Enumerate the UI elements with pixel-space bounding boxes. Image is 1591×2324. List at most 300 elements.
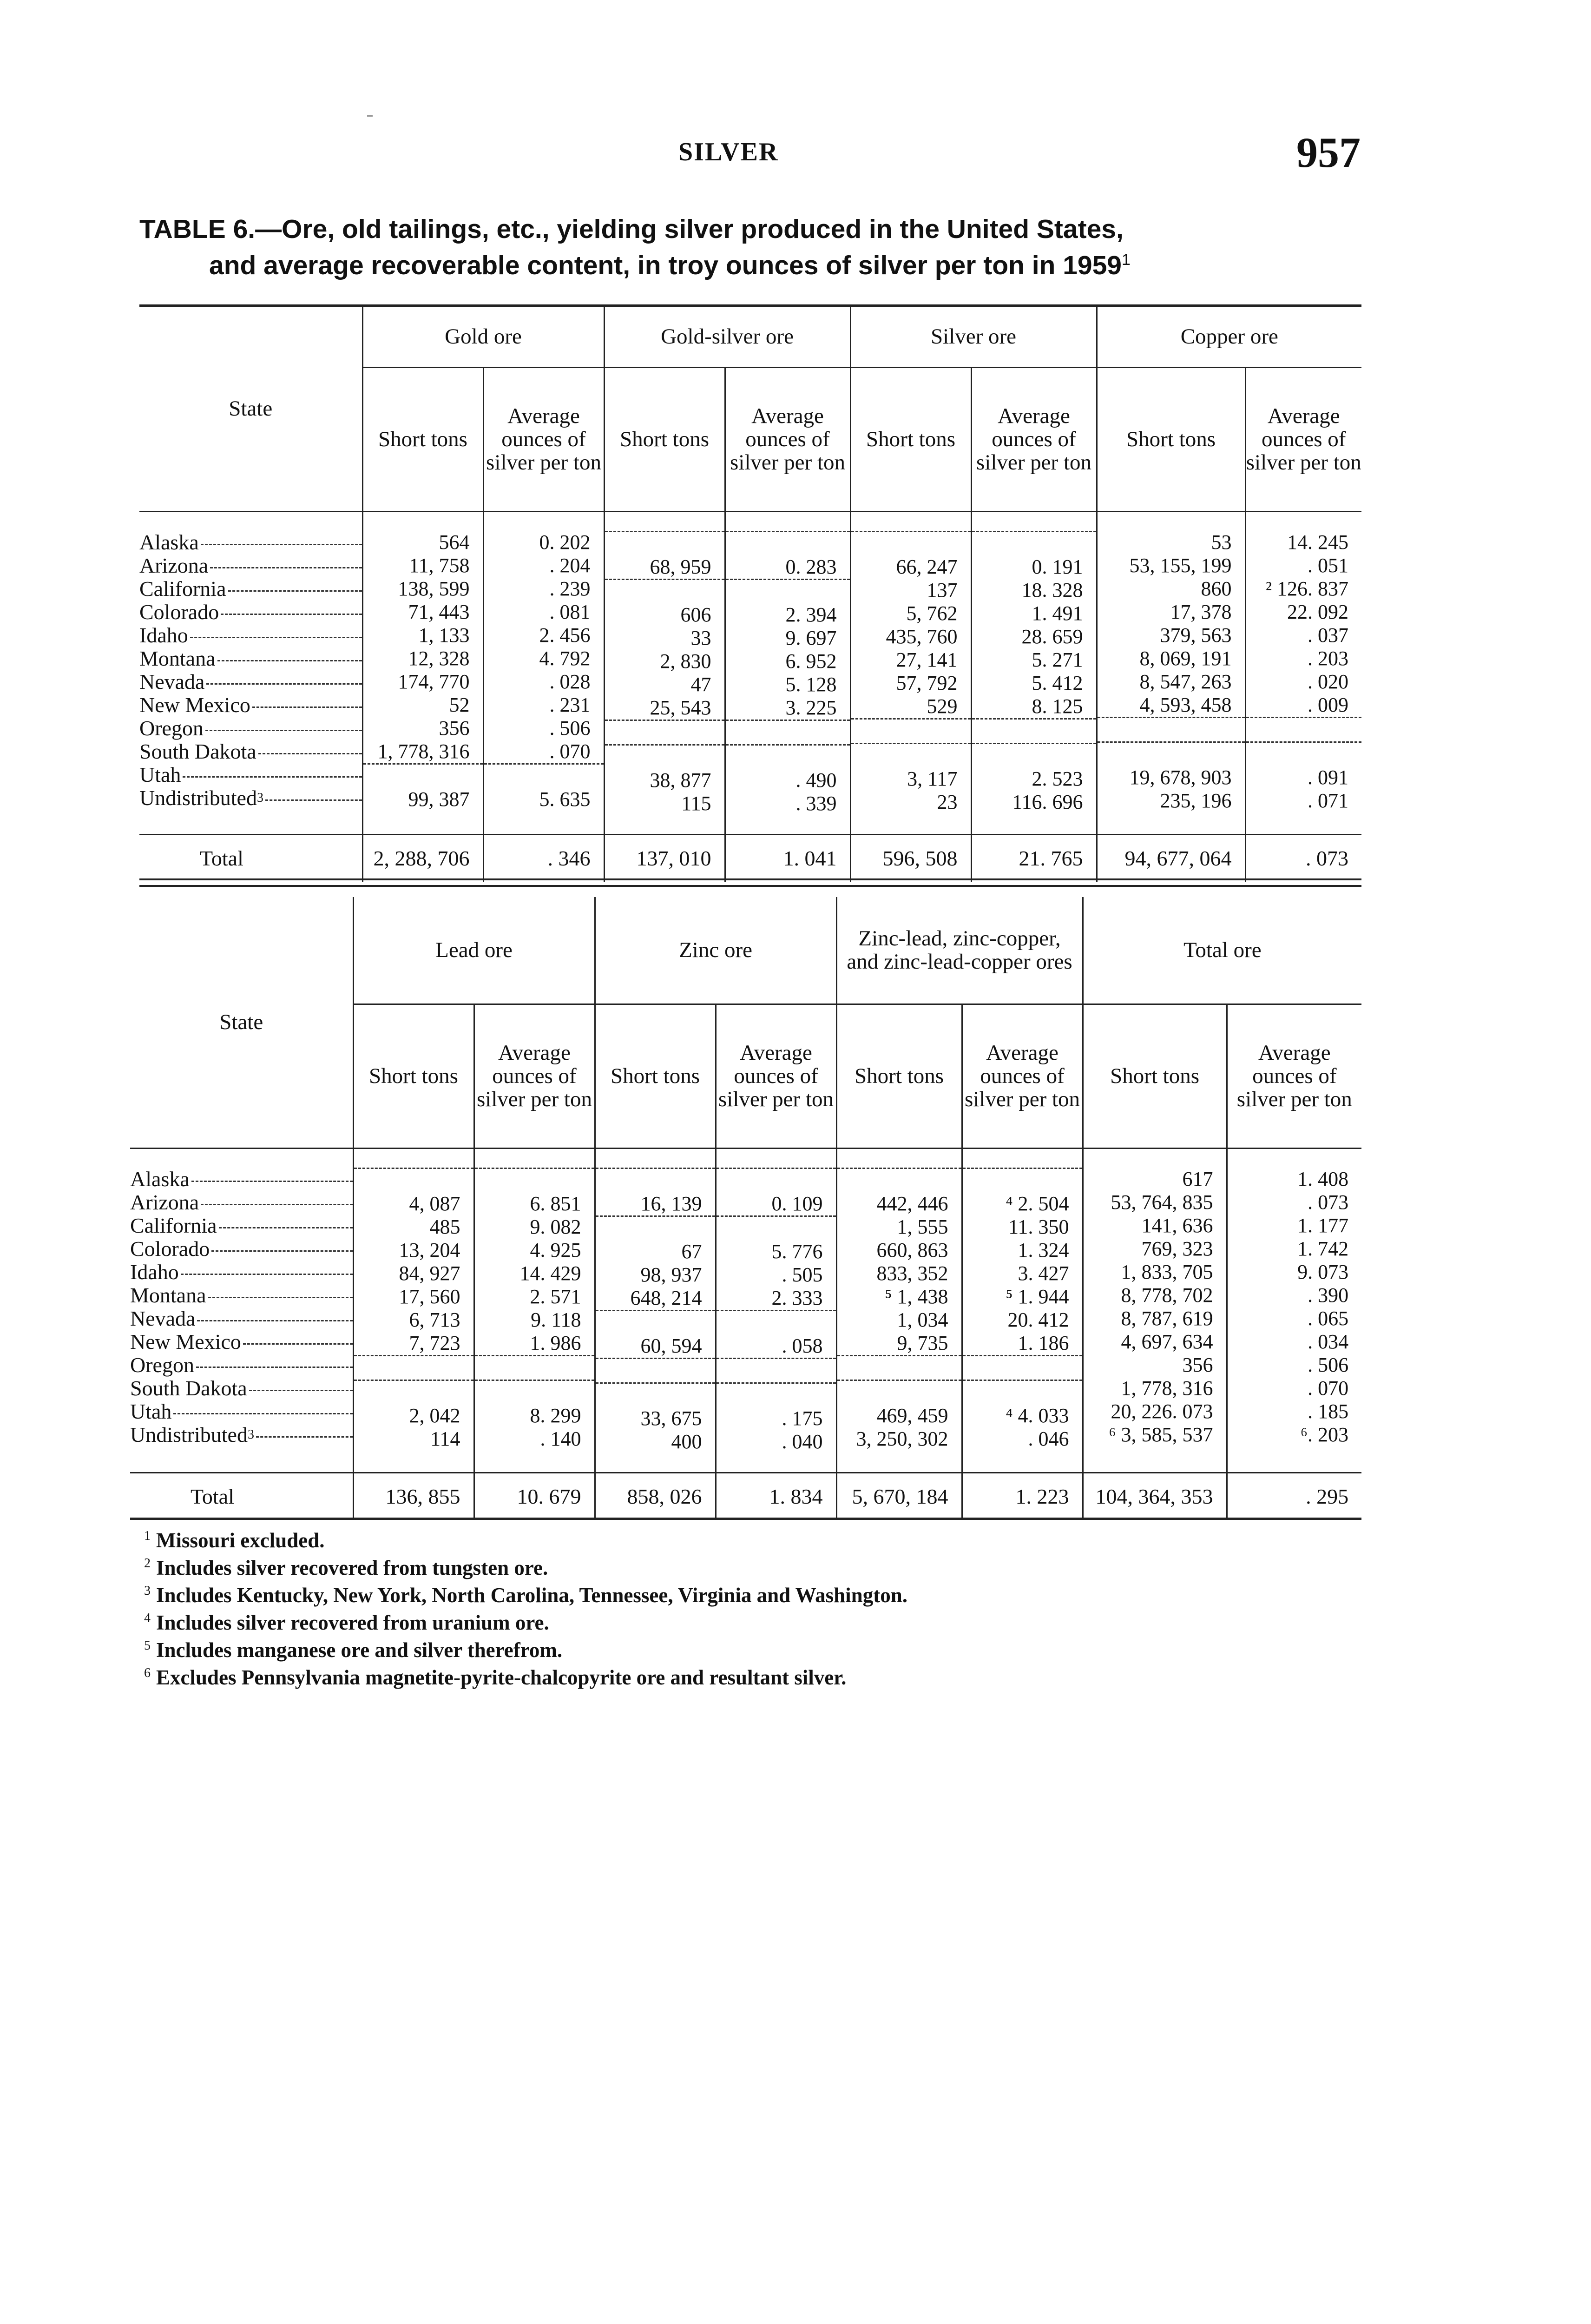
table-cell: 52 bbox=[449, 693, 470, 716]
table-cell: 8, 787, 619 bbox=[1121, 1307, 1213, 1330]
data-column bbox=[716, 1148, 836, 1472]
table-cell: 379, 563 bbox=[1160, 623, 1232, 647]
table-cell: 5. 776 bbox=[771, 1240, 823, 1263]
table-cell: 18. 328 bbox=[1021, 578, 1083, 601]
table-cell bbox=[717, 1310, 836, 1334]
table-cell: 67 bbox=[681, 1240, 702, 1263]
table-cell: 1. 324 bbox=[1018, 1238, 1069, 1261]
data-body bbox=[130, 1148, 1361, 1472]
table-cell: 5. 635 bbox=[539, 787, 591, 811]
table-cell bbox=[1098, 717, 1245, 741]
table-cell: 8, 069, 191 bbox=[1139, 647, 1232, 670]
table-cell: 38, 877 bbox=[650, 768, 711, 792]
short-tons-header: Short tons bbox=[362, 367, 483, 511]
data-column bbox=[971, 511, 1097, 834]
data-column bbox=[595, 1148, 716, 1472]
state-name: Arizona bbox=[139, 554, 362, 577]
table-cell: 174, 770 bbox=[398, 670, 470, 693]
table-cell bbox=[717, 1168, 836, 1192]
table-cell: 485 bbox=[429, 1215, 460, 1238]
table-cell: 529 bbox=[927, 694, 958, 718]
state-name: South Dakota bbox=[139, 740, 362, 763]
table-cell bbox=[726, 720, 850, 744]
table-cell: 60, 594 bbox=[640, 1334, 702, 1357]
state-name: Colorado bbox=[139, 601, 362, 624]
table-cell: . 073 bbox=[1308, 1190, 1349, 1214]
table-cell: 99, 387 bbox=[408, 787, 470, 811]
table-cell: 564 bbox=[439, 530, 470, 554]
total-cell: 1. 223 bbox=[962, 1472, 1083, 1520]
table-cell: . 339 bbox=[796, 792, 837, 815]
table-cell: 33 bbox=[690, 626, 711, 649]
table-cell bbox=[972, 718, 1096, 743]
table-cell: 4. 792 bbox=[539, 647, 591, 670]
table-cell: 356 bbox=[439, 716, 470, 739]
table-cell: 648, 214 bbox=[630, 1286, 702, 1309]
table-cell bbox=[726, 531, 850, 555]
table-cell bbox=[605, 744, 724, 769]
total-cell: 596, 508 bbox=[850, 834, 971, 882]
table-cell bbox=[484, 763, 604, 788]
table-cell: 33, 675 bbox=[640, 1406, 702, 1430]
table-cell: 6, 713 bbox=[409, 1308, 460, 1331]
table-cell: . 506 bbox=[549, 716, 591, 739]
total-cell: 10. 679 bbox=[474, 1472, 595, 1520]
table-cell: . 034 bbox=[1308, 1330, 1349, 1353]
table-cell: . 070 bbox=[549, 739, 591, 763]
table-cell: 13, 204 bbox=[399, 1238, 460, 1261]
total-cell: 858, 026 bbox=[595, 1472, 716, 1520]
table-cell: 23 bbox=[937, 790, 958, 813]
table-cell bbox=[1246, 741, 1362, 766]
short-tons-header: Short tons bbox=[1083, 1004, 1227, 1148]
table-cell: 7, 723 bbox=[409, 1331, 460, 1354]
state-name: Undistributed 3 bbox=[139, 786, 362, 810]
state-name: Oregon bbox=[139, 717, 362, 740]
total-row bbox=[130, 1472, 1361, 1520]
footnote: $^2$ Includes silver recovered from tungsten ore. bbox=[144, 1556, 548, 1579]
table-cell: 5. 412 bbox=[1032, 671, 1083, 694]
data-column bbox=[962, 1148, 1083, 1472]
total-cell: 136, 855 bbox=[353, 1472, 474, 1520]
table-cell: . 239 bbox=[549, 577, 591, 600]
caption-footnote-ref: 1 bbox=[1122, 251, 1131, 269]
table-cell: 2. 333 bbox=[771, 1286, 823, 1309]
table-cell bbox=[726, 579, 850, 603]
table-cell: 53, 764, 835 bbox=[1111, 1190, 1213, 1214]
data-column bbox=[1083, 1148, 1227, 1472]
footnote: $^4$ Includes silver recovered from uranium ore. bbox=[144, 1611, 549, 1634]
table-cell: . 185 bbox=[1308, 1400, 1349, 1423]
table-cell: 68, 959 bbox=[650, 555, 711, 578]
state-name: New Mexico bbox=[139, 693, 362, 717]
short-tons-header: Short tons bbox=[353, 1004, 474, 1148]
table-cell: 235, 196 bbox=[1160, 789, 1232, 812]
total-cell: 104, 364, 353 bbox=[1083, 1472, 1227, 1520]
group-header: Zinc ore bbox=[595, 897, 836, 1004]
table-cell bbox=[354, 1168, 473, 1192]
table-cell: 2. 456 bbox=[539, 623, 591, 647]
table-cell: 8. 125 bbox=[1032, 694, 1083, 718]
data-column bbox=[474, 1148, 595, 1472]
table-cell: 1. 986 bbox=[530, 1331, 581, 1354]
table-cell: . 058 bbox=[782, 1334, 823, 1357]
data-column bbox=[1097, 511, 1245, 834]
state-name: New Mexico bbox=[130, 1330, 353, 1353]
table-2 bbox=[130, 897, 1361, 1520]
avg-ounces-header: Average ounces of silver per ton bbox=[725, 367, 850, 511]
table-cell: . 203 bbox=[1308, 647, 1349, 670]
table-cell: 0. 283 bbox=[785, 555, 837, 578]
table-cell: 2, 042 bbox=[409, 1404, 460, 1427]
table-cell: 617 bbox=[1182, 1167, 1213, 1190]
table-cell bbox=[851, 531, 971, 555]
table-cell bbox=[605, 531, 724, 555]
table-caption bbox=[139, 214, 1366, 281]
state-name: Idaho bbox=[130, 1261, 353, 1284]
table-cell: 20. 412 bbox=[1007, 1308, 1069, 1331]
table-cell: 137 bbox=[927, 578, 958, 601]
table-cell bbox=[1098, 741, 1245, 766]
table-1 bbox=[139, 307, 1361, 882]
table-cell: 12, 328 bbox=[408, 647, 470, 670]
table-cell: 4, 087 bbox=[409, 1192, 460, 1215]
table-cell bbox=[972, 531, 1096, 555]
table-cell: 141, 636 bbox=[1141, 1214, 1213, 1237]
table-cell: . 490 bbox=[796, 768, 837, 792]
total-label: Total bbox=[130, 1472, 353, 1520]
state-name-column bbox=[139, 511, 362, 834]
avg-ounces-header: Average ounces of silver per ton bbox=[962, 1004, 1083, 1148]
table-cell: 3. 427 bbox=[1018, 1261, 1069, 1285]
table-cell: . 051 bbox=[1308, 554, 1349, 577]
table-cell: 6. 851 bbox=[530, 1192, 581, 1215]
table-cell: . 081 bbox=[549, 600, 591, 623]
total-cell: . 073 bbox=[1245, 834, 1361, 882]
table-cell: 66, 247 bbox=[896, 555, 958, 578]
table-cell: 442, 446 bbox=[876, 1192, 948, 1215]
table-cell bbox=[963, 1355, 1082, 1380]
table-cell: 769, 323 bbox=[1141, 1237, 1213, 1260]
avg-ounces-header: Average ounces of silver per ton bbox=[716, 1004, 836, 1148]
data-column bbox=[1227, 1148, 1361, 1472]
table-cell bbox=[851, 718, 971, 743]
table-cell: 860 bbox=[1201, 577, 1232, 600]
footnotes bbox=[144, 1525, 1352, 1689]
table-cell: 53, 155, 199 bbox=[1129, 554, 1232, 577]
table-cell: 9. 082 bbox=[530, 1215, 581, 1238]
table-cell: ⁶. 203 bbox=[1300, 1423, 1349, 1446]
table-cell: 0. 202 bbox=[539, 530, 591, 554]
table-cell: 8, 547, 263 bbox=[1139, 670, 1232, 693]
total-cell: 2, 288, 706 bbox=[362, 834, 483, 882]
state-name: Alaska bbox=[139, 531, 362, 554]
state-name: Nevada bbox=[130, 1307, 353, 1330]
table-cell: 9. 073 bbox=[1297, 1260, 1349, 1283]
total-cell: . 295 bbox=[1227, 1472, 1361, 1520]
table-cell: 8, 778, 702 bbox=[1121, 1283, 1213, 1307]
data-column bbox=[1245, 511, 1361, 834]
table-cell: 0. 109 bbox=[771, 1192, 823, 1215]
table-cell bbox=[963, 1168, 1082, 1192]
table-cell: 116. 696 bbox=[1012, 790, 1083, 813]
table-cell: ⁴ 4. 033 bbox=[1006, 1404, 1069, 1427]
data-column bbox=[483, 511, 604, 834]
table-cell: ⁵ 1, 438 bbox=[885, 1285, 948, 1308]
table-cell: 1, 778, 316 bbox=[377, 739, 470, 763]
data-column bbox=[362, 511, 483, 834]
table-cell: 2, 830 bbox=[660, 649, 711, 673]
table-cell: . 009 bbox=[1308, 693, 1349, 716]
table-cell bbox=[972, 743, 1096, 767]
group-header: Copper ore bbox=[1097, 307, 1361, 367]
table-cell: ⁵ 1. 944 bbox=[1006, 1285, 1069, 1308]
table-cell: 1. 408 bbox=[1297, 1167, 1349, 1190]
table-cell bbox=[354, 1380, 473, 1404]
state-column-header: State bbox=[130, 897, 353, 1148]
table-cell: 28. 659 bbox=[1021, 625, 1083, 648]
data-column bbox=[850, 511, 971, 834]
table-cell: 1. 186 bbox=[1018, 1331, 1069, 1354]
table-cell: . 175 bbox=[782, 1406, 823, 1430]
table-cell: 469, 459 bbox=[876, 1404, 948, 1427]
state-name: Idaho bbox=[139, 624, 362, 647]
table-cell bbox=[596, 1215, 715, 1240]
total-cell: 5, 670, 184 bbox=[836, 1472, 962, 1520]
table-cell: ² 126. 837 bbox=[1265, 577, 1349, 600]
group-header: Gold ore bbox=[362, 307, 604, 367]
group-header: Gold-silver ore bbox=[604, 307, 850, 367]
table-cell: 14. 429 bbox=[519, 1261, 581, 1285]
table-cell: 19, 678, 903 bbox=[1129, 766, 1232, 789]
state-name: Utah bbox=[130, 1400, 353, 1423]
table-cell: 1, 034 bbox=[897, 1308, 948, 1331]
table-cell bbox=[837, 1380, 961, 1404]
table-cell bbox=[837, 1168, 961, 1192]
table-cell: . 091 bbox=[1308, 766, 1349, 789]
table-cell: . 071 bbox=[1308, 789, 1349, 812]
short-tons-header: Short tons bbox=[836, 1004, 962, 1148]
table-cell: 3, 250, 302 bbox=[856, 1427, 948, 1450]
table-cell bbox=[475, 1168, 594, 1192]
state-name: California bbox=[130, 1214, 353, 1237]
state-name: Nevada bbox=[139, 670, 362, 693]
table-cell: 1, 133 bbox=[418, 623, 470, 647]
table-cell: 5, 762 bbox=[906, 601, 958, 625]
state-name-column bbox=[130, 1148, 353, 1472]
table-cell: 115 bbox=[681, 792, 711, 815]
table-cell bbox=[851, 743, 971, 767]
total-cell: 137, 010 bbox=[604, 834, 725, 882]
group-header: Lead ore bbox=[353, 897, 595, 1004]
table-cell bbox=[717, 1382, 836, 1407]
table-cell: 22. 092 bbox=[1287, 600, 1349, 623]
state-name: Oregon bbox=[130, 1353, 353, 1377]
table-cell: 1, 778, 316 bbox=[1121, 1376, 1213, 1400]
table-cell: 606 bbox=[680, 603, 711, 626]
avg-ounces-header: Average ounces of silver per ton bbox=[971, 367, 1097, 511]
table-cell: . 070 bbox=[1308, 1376, 1349, 1400]
table-cell: 17, 560 bbox=[399, 1285, 460, 1308]
table-cell: 17, 378 bbox=[1170, 600, 1232, 623]
data-column bbox=[725, 511, 850, 834]
table-cell: . 390 bbox=[1308, 1283, 1349, 1307]
table-cell: 5. 128 bbox=[785, 673, 837, 696]
table-cell: . 028 bbox=[549, 670, 591, 693]
table-cell: 1. 491 bbox=[1032, 601, 1083, 625]
page-number: 957 bbox=[1296, 129, 1361, 176]
table-cell: 435, 760 bbox=[886, 625, 958, 648]
group-header: Zinc-lead, zinc-copper, and zinc-lead-copper ores bbox=[836, 897, 1083, 1004]
state-name: Montana bbox=[130, 1284, 353, 1307]
table-cell: 1. 742 bbox=[1297, 1237, 1349, 1260]
table-cell: 2. 571 bbox=[530, 1285, 581, 1308]
table-cell bbox=[596, 1310, 715, 1334]
table-cell bbox=[596, 1382, 715, 1407]
avg-ounces-header: Average ounces of silver per ton bbox=[1227, 1004, 1361, 1148]
table-cell: 4, 697, 634 bbox=[1121, 1330, 1213, 1353]
avg-ounces-header: Average ounces of silver per ton bbox=[474, 1004, 595, 1148]
table-cell: 84, 927 bbox=[399, 1261, 460, 1285]
table-cell bbox=[475, 1355, 594, 1380]
table-cell: 98, 937 bbox=[640, 1263, 702, 1286]
table2-bottom-rule bbox=[130, 1518, 1361, 1520]
table-cell: 4, 593, 458 bbox=[1139, 693, 1232, 716]
table-cell: 138, 599 bbox=[398, 577, 470, 600]
table-cell: 2. 394 bbox=[785, 603, 837, 626]
table-cell: 1, 833, 705 bbox=[1121, 1260, 1213, 1283]
short-tons-header: Short tons bbox=[595, 1004, 716, 1148]
state-name: Montana bbox=[139, 647, 362, 670]
table-cell: . 204 bbox=[549, 554, 591, 577]
table-cell bbox=[1246, 717, 1362, 741]
table-cell: 833, 352 bbox=[876, 1261, 948, 1285]
table-cell: 8. 299 bbox=[530, 1404, 581, 1427]
table-cell: . 231 bbox=[549, 693, 591, 716]
state-name: South Dakota bbox=[130, 1377, 353, 1400]
caption-line-2: and average recoverable content, in troy ounces of silver per ton in 1959$^1$ bbox=[209, 251, 1131, 280]
table-cell: 400 bbox=[671, 1430, 702, 1453]
table-cell: 9. 697 bbox=[785, 626, 837, 649]
table-cell: . 037 bbox=[1308, 623, 1349, 647]
data-column bbox=[353, 1148, 474, 1472]
table-cell: 660, 863 bbox=[876, 1238, 948, 1261]
table-cell bbox=[596, 1168, 715, 1192]
table-cell: 20, 226. 073 bbox=[1111, 1400, 1213, 1423]
short-tons-header: Short tons bbox=[850, 367, 971, 511]
table-cell: . 505 bbox=[782, 1263, 823, 1286]
state-name: Alaska bbox=[130, 1168, 353, 1191]
footnote: $^5$ Includes manganese ore and silver therefrom. bbox=[144, 1638, 563, 1662]
table-cell bbox=[363, 763, 483, 788]
table-cell bbox=[354, 1355, 473, 1380]
total-cell: . 346 bbox=[483, 834, 604, 882]
total-cell: 1. 041 bbox=[725, 834, 850, 882]
table-cell: 27, 141 bbox=[896, 648, 958, 671]
table-cell: 3. 225 bbox=[785, 696, 837, 719]
table-cell bbox=[837, 1355, 961, 1380]
state-column-header: State bbox=[139, 307, 362, 511]
table-cell bbox=[717, 1215, 836, 1240]
table-cell: 53 bbox=[1211, 530, 1232, 554]
data-body bbox=[139, 511, 1361, 834]
state-name: California bbox=[139, 577, 362, 601]
table-cell: . 040 bbox=[782, 1430, 823, 1453]
footnote: $^6$ Excludes Pennsylvania magnetite-pyrite-chalcopyrite ore and resultant silver. bbox=[144, 1666, 847, 1689]
table-cell: 9. 118 bbox=[531, 1308, 581, 1331]
table-cell: 3, 117 bbox=[907, 767, 958, 790]
table-cell: 14. 245 bbox=[1287, 530, 1349, 554]
table-cell: 4. 925 bbox=[530, 1238, 581, 1261]
table-cell bbox=[475, 1380, 594, 1404]
state-name: Undistributed 3 bbox=[130, 1423, 353, 1446]
table-cell: . 020 bbox=[1308, 670, 1349, 693]
footnote: $^1$ Missouri excluded. bbox=[144, 1529, 325, 1552]
table-cell: . 506 bbox=[1308, 1353, 1349, 1376]
avg-ounces-header: Average ounces of silver per ton bbox=[1245, 367, 1361, 511]
table-separator-double-rule bbox=[139, 878, 1361, 887]
total-cell: 94, 677, 064 bbox=[1097, 834, 1245, 882]
footnote: $^3$ Includes Kentucky, New York, North Carolina, Tennessee, Virginia and Washington. bbox=[144, 1584, 907, 1607]
table-cell bbox=[596, 1358, 715, 1382]
table-cell: 114 bbox=[430, 1427, 460, 1450]
table-cell bbox=[726, 744, 850, 769]
table-cell bbox=[717, 1358, 836, 1382]
table-cell bbox=[963, 1380, 1082, 1404]
caption-line-1: TABLE 6.—Ore, old tailings, etc., yielding silver produced in the United States, bbox=[139, 214, 1124, 244]
total-cell: 1. 834 bbox=[716, 1472, 836, 1520]
group-header: Silver ore bbox=[850, 307, 1097, 367]
table-cell: 16, 139 bbox=[640, 1192, 702, 1215]
table-cell: ⁴ 2. 504 bbox=[1006, 1192, 1069, 1215]
state-name: Colorado bbox=[130, 1237, 353, 1261]
table-cell bbox=[605, 579, 724, 603]
table-cell: 47 bbox=[690, 673, 711, 696]
table-cell: ⁶ 3, 585, 537 bbox=[1109, 1423, 1213, 1446]
table-cell: 356 bbox=[1182, 1353, 1213, 1376]
table-cell: 1, 555 bbox=[897, 1215, 948, 1238]
total-row bbox=[139, 834, 1361, 882]
table-cell: 9, 735 bbox=[897, 1331, 948, 1354]
table-cell: 11. 350 bbox=[1008, 1215, 1069, 1238]
table-cell: . 140 bbox=[540, 1427, 581, 1450]
state-name: Utah bbox=[139, 763, 362, 786]
table-cell: 6. 952 bbox=[785, 649, 837, 673]
data-column bbox=[604, 511, 725, 834]
total-label: Total bbox=[139, 834, 362, 882]
table-cell: 0. 191 bbox=[1032, 555, 1083, 578]
running-head-title: SILVER bbox=[678, 138, 779, 166]
table-cell: 5. 271 bbox=[1032, 648, 1083, 671]
scan-speck bbox=[367, 115, 373, 117]
table-cell: 2. 523 bbox=[1032, 767, 1083, 790]
state-name: Arizona bbox=[130, 1191, 353, 1214]
short-tons-header: Short tons bbox=[604, 367, 725, 511]
avg-ounces-header: Average ounces of silver per ton bbox=[483, 367, 604, 511]
table-cell: . 046 bbox=[1028, 1427, 1069, 1450]
table-cell: 71, 443 bbox=[408, 600, 470, 623]
table-cell: . 065 bbox=[1308, 1307, 1349, 1330]
total-cell: 21. 765 bbox=[971, 834, 1097, 882]
table-cell: 25, 543 bbox=[650, 696, 711, 719]
table-cell: 1. 177 bbox=[1297, 1214, 1349, 1237]
data-column bbox=[836, 1148, 962, 1472]
group-header: Total ore bbox=[1083, 897, 1361, 1004]
short-tons-header: Short tons bbox=[1097, 367, 1245, 511]
table-cell: 11, 758 bbox=[409, 554, 470, 577]
table-cell bbox=[605, 720, 724, 744]
table-cell: 57, 792 bbox=[896, 671, 958, 694]
